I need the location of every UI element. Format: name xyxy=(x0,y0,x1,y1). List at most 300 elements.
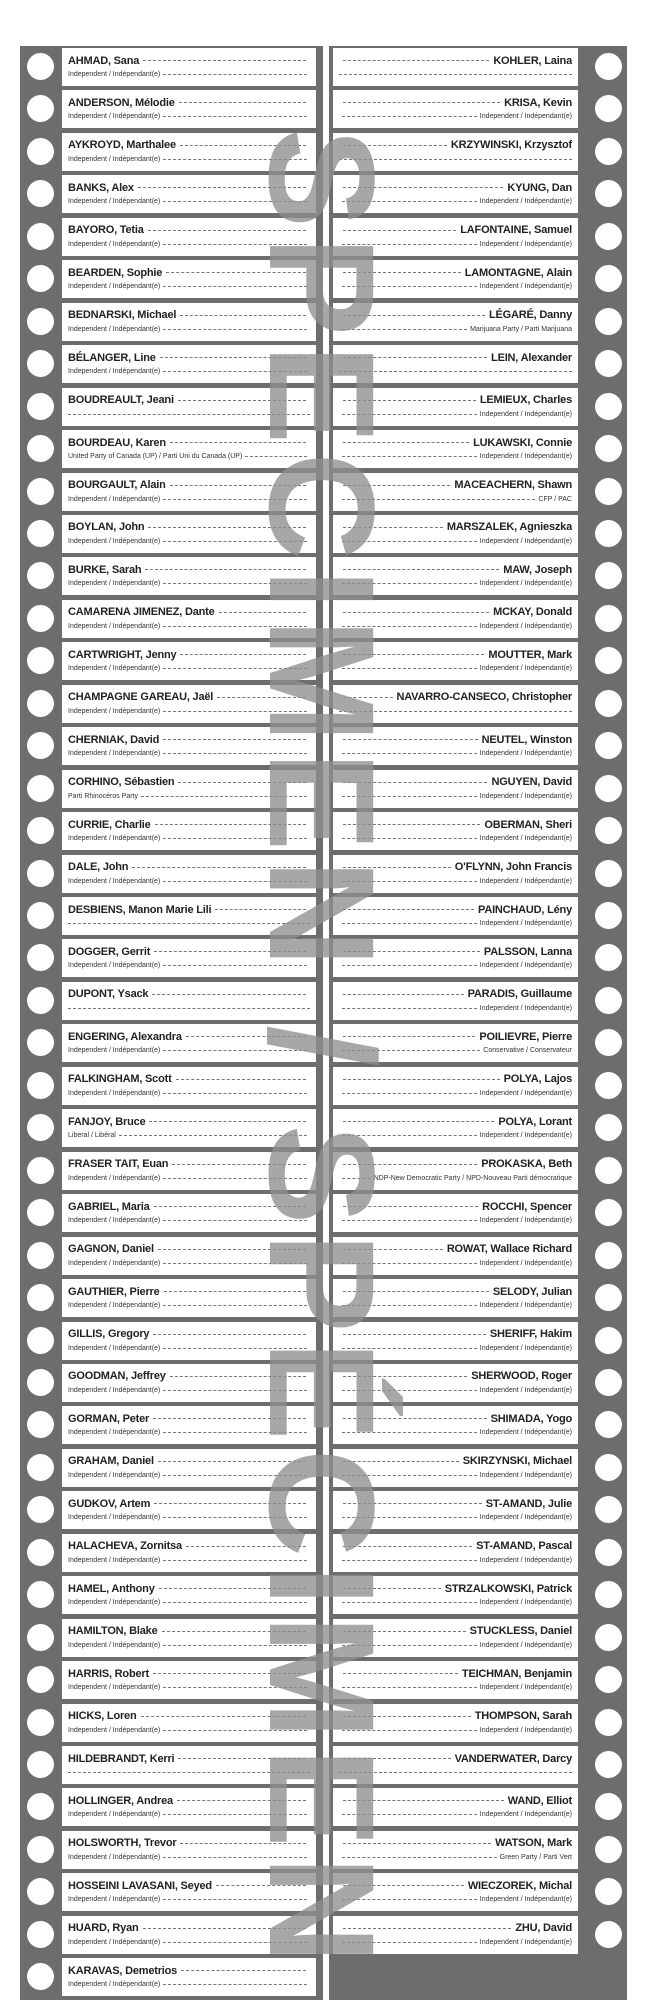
vote-circle[interactable] xyxy=(595,138,622,165)
vote-circle[interactable] xyxy=(27,1666,54,1693)
candidate-row[interactable] xyxy=(329,1022,627,1065)
vote-circle[interactable] xyxy=(27,1114,54,1141)
candidate-name: ST-AMAND, Pascal xyxy=(476,1540,572,1553)
candidate-box xyxy=(333,1831,578,1869)
leader-dashes xyxy=(343,272,461,273)
candidate-name-line xyxy=(339,562,572,577)
vote-circle[interactable] xyxy=(595,1284,622,1311)
candidate-row[interactable] xyxy=(20,1617,323,1660)
candidate-party-line xyxy=(339,1173,572,1184)
vote-circle[interactable] xyxy=(595,53,622,80)
vote-circle[interactable] xyxy=(595,1751,622,1778)
leader-dashes xyxy=(180,654,306,655)
candidate-row[interactable] xyxy=(329,1150,627,1193)
candidate-name-line xyxy=(339,732,572,747)
candidate-row[interactable] xyxy=(20,1956,323,1999)
candidate-row[interactable] xyxy=(329,555,627,598)
leader-dashes xyxy=(163,626,307,627)
candidate-row[interactable] xyxy=(329,1065,627,1108)
candidate-name: LÉGARÉ, Danny xyxy=(489,309,572,322)
candidate-row[interactable] xyxy=(329,1447,627,1490)
vote-circle[interactable] xyxy=(27,1072,54,1099)
vote-circle[interactable] xyxy=(595,265,622,292)
candidate-row[interactable] xyxy=(329,768,627,811)
vote-circle[interactable] xyxy=(595,817,622,844)
candidate-party-line xyxy=(339,1682,572,1693)
vote-circle[interactable] xyxy=(27,1029,54,1056)
candidate-name-line xyxy=(68,435,310,450)
candidate-row[interactable] xyxy=(329,471,627,514)
candidate-row[interactable] xyxy=(20,1065,323,1108)
candidate-row[interactable] xyxy=(20,1022,323,1065)
candidate-row[interactable] xyxy=(20,1829,323,1872)
candidate-party-line xyxy=(339,111,572,122)
candidate-party: Independent / Indépendant(e) xyxy=(68,1514,161,1522)
candidate-row[interactable] xyxy=(329,1107,627,1150)
candidate-row[interactable] xyxy=(329,513,627,556)
leader-dashes xyxy=(343,1249,443,1250)
vote-circle[interactable] xyxy=(27,732,54,759)
vote-circle[interactable] xyxy=(27,265,54,292)
leader-dashes xyxy=(152,994,306,995)
vote-circle[interactable] xyxy=(27,987,54,1014)
leader-dashes xyxy=(343,315,485,316)
vote-circle[interactable] xyxy=(27,180,54,207)
leader-dashes xyxy=(163,1857,307,1858)
leader-dashes xyxy=(342,668,477,669)
candidate-row[interactable] xyxy=(20,725,323,768)
vote-circle[interactable] xyxy=(27,944,54,971)
candidate-row[interactable] xyxy=(329,1235,627,1278)
candidate-box xyxy=(333,1916,578,1954)
vote-circle[interactable] xyxy=(27,478,54,505)
candidate-row[interactable] xyxy=(20,216,323,259)
candidate-box xyxy=(62,685,316,723)
candidate-row[interactable] xyxy=(329,810,627,853)
candidate-row[interactable] xyxy=(329,980,627,1023)
candidate-row[interactable] xyxy=(329,1320,627,1363)
candidate-row[interactable] xyxy=(329,1786,627,1829)
candidate-party: NDP-New Democratic Party / NPD-Nouveau Parti démocratique xyxy=(373,1174,572,1182)
vote-circle[interactable] xyxy=(595,732,622,759)
vote-circle[interactable] xyxy=(27,1921,54,1948)
candidate-party-line xyxy=(68,1300,310,1311)
candidate-row[interactable] xyxy=(329,1574,627,1617)
candidate-row[interactable] xyxy=(20,937,323,980)
leader-dashes xyxy=(163,739,306,740)
leader-dashes xyxy=(343,1673,458,1674)
vote-circle[interactable] xyxy=(595,944,622,971)
candidate-name-line xyxy=(339,1751,572,1766)
vote-circle[interactable] xyxy=(595,95,622,122)
candidate-row[interactable] xyxy=(20,258,323,301)
candidate-row[interactable] xyxy=(329,937,627,980)
candidate-row[interactable] xyxy=(20,1659,323,1702)
vote-circle[interactable] xyxy=(595,1411,622,1438)
vote-circle[interactable] xyxy=(27,817,54,844)
candidate-row[interactable] xyxy=(20,1574,323,1617)
candidate-name-line xyxy=(339,1114,572,1129)
candidate-party-line xyxy=(339,196,572,207)
candidate-row[interactable] xyxy=(329,1617,627,1660)
vote-circle[interactable] xyxy=(27,690,54,717)
candidate-party-line xyxy=(68,1894,310,1905)
candidate-party: Independent / Indépendant(e) xyxy=(479,792,572,800)
vote-circle[interactable] xyxy=(27,1539,54,1566)
candidate-row[interactable] xyxy=(329,301,627,344)
candidate-name: BEDNARSKI, Michael xyxy=(68,309,177,322)
candidate-row[interactable] xyxy=(20,46,323,89)
candidate-row[interactable] xyxy=(329,428,627,471)
leader-dashes xyxy=(343,442,469,443)
vote-circle[interactable] xyxy=(27,1709,54,1736)
candidate-row[interactable] xyxy=(20,1489,323,1532)
candidate-party: Independent / Indépendant(e) xyxy=(68,580,161,588)
vote-circle[interactable] xyxy=(27,1157,54,1184)
candidate-row[interactable] xyxy=(329,1277,627,1320)
candidate-box xyxy=(333,1619,578,1657)
candidate-row[interactable] xyxy=(20,1404,323,1447)
vote-circle[interactable] xyxy=(27,1411,54,1438)
candidate-row[interactable] xyxy=(329,1871,627,1914)
candidate-name-line xyxy=(339,1496,572,1511)
vote-circle[interactable] xyxy=(27,1327,54,1354)
vote-circle[interactable] xyxy=(27,1624,54,1651)
candidate-row[interactable] xyxy=(329,1532,627,1575)
leader-dashes xyxy=(163,1432,307,1433)
vote-circle[interactable] xyxy=(27,562,54,589)
vote-circle[interactable] xyxy=(595,1454,622,1481)
leader-dashes xyxy=(154,1206,306,1207)
candidate-row[interactable] xyxy=(20,555,323,598)
candidate-row[interactable] xyxy=(20,1362,323,1405)
candidate-row[interactable] xyxy=(20,1107,323,1150)
candidate-row[interactable] xyxy=(20,1532,323,1575)
leader-dashes xyxy=(163,499,307,500)
vote-circle[interactable] xyxy=(595,1581,622,1608)
leader-dashes xyxy=(342,201,477,202)
vote-circle[interactable] xyxy=(595,690,622,717)
candidate-row[interactable] xyxy=(329,1914,627,1957)
candidate-row[interactable] xyxy=(329,1362,627,1405)
candidate-row[interactable] xyxy=(20,640,323,683)
candidate-row[interactable] xyxy=(20,1702,323,1745)
candidate-box xyxy=(333,897,578,935)
vote-circle[interactable] xyxy=(595,1624,622,1651)
candidate-row[interactable] xyxy=(20,768,323,811)
candidate-row[interactable] xyxy=(20,88,323,131)
vote-circle[interactable] xyxy=(27,860,54,887)
vote-circle[interactable] xyxy=(27,1496,54,1523)
vote-circle[interactable] xyxy=(27,95,54,122)
vote-circle[interactable] xyxy=(595,1242,622,1269)
vote-circle[interactable] xyxy=(27,138,54,165)
vote-circle[interactable] xyxy=(595,350,622,377)
candidate-row[interactable] xyxy=(20,895,323,938)
vote-circle[interactable] xyxy=(595,1709,622,1736)
candidate-row[interactable] xyxy=(20,1320,323,1363)
vote-circle[interactable] xyxy=(27,223,54,250)
vote-circle[interactable] xyxy=(27,1454,54,1481)
candidate-name-line xyxy=(68,1411,310,1426)
candidate-box xyxy=(62,557,316,595)
candidate-name-line xyxy=(68,520,310,535)
candidate-name-line xyxy=(339,180,572,195)
candidate-name: ENGERING, Alexandra xyxy=(68,1030,182,1043)
leader-dashes xyxy=(119,1135,307,1136)
vote-circle[interactable] xyxy=(27,775,54,802)
candidate-party: Independent / Indépendant(e) xyxy=(68,665,161,673)
candidate-name-line xyxy=(339,520,572,535)
candidate-box xyxy=(62,1152,316,1190)
candidate-row[interactable] xyxy=(329,386,627,429)
candidate-row[interactable] xyxy=(20,1786,323,1829)
candidate-party: Independent / Indépendant(e) xyxy=(479,1599,572,1607)
vote-circle[interactable] xyxy=(595,775,622,802)
leader-dashes xyxy=(163,1602,307,1603)
candidate-party: Independent / Indépendant(e) xyxy=(479,240,572,248)
candidate-name: KARAVAS, Demetrios xyxy=(68,1964,178,1977)
vote-circle[interactable] xyxy=(595,1029,622,1056)
candidate-row[interactable] xyxy=(329,131,627,174)
candidate-party-line xyxy=(339,1343,572,1354)
candidate-name: CURRIE, Charlie xyxy=(68,818,151,831)
vote-circle[interactable] xyxy=(595,605,622,632)
leader-dashes xyxy=(343,1418,487,1419)
vote-circle[interactable] xyxy=(27,1284,54,1311)
leader-dashes xyxy=(343,145,447,146)
leader-dashes xyxy=(153,1673,306,1674)
leader-dashes xyxy=(68,1772,310,1773)
leader-dashes xyxy=(177,1800,306,1801)
vote-circle[interactable] xyxy=(27,902,54,929)
candidate-row[interactable] xyxy=(329,1659,627,1702)
candidate-row[interactable] xyxy=(20,428,323,471)
leader-dashes xyxy=(163,1645,307,1646)
vote-circle[interactable] xyxy=(27,1199,54,1226)
candidate-row[interactable] xyxy=(20,471,323,514)
leader-dashes xyxy=(343,1716,471,1717)
candidate-party: Independent / Indépendant(e) xyxy=(68,835,161,843)
vote-circle[interactable] xyxy=(595,1878,622,1905)
candidate-box xyxy=(333,1661,578,1699)
vote-circle[interactable] xyxy=(595,1921,622,1948)
leader-dashes xyxy=(343,1928,511,1929)
candidate-row[interactable] xyxy=(329,173,627,216)
vote-circle[interactable] xyxy=(595,647,622,674)
vote-circle[interactable] xyxy=(595,860,622,887)
candidate-party-line xyxy=(339,791,572,802)
candidate-party: Liberal / Libéral xyxy=(68,1132,116,1140)
candidate-party: Independent / Indépendant(e) xyxy=(68,1217,161,1225)
candidate-name: HAMILTON, Blake xyxy=(68,1625,158,1638)
vote-circle[interactable] xyxy=(595,1072,622,1099)
candidate-box xyxy=(333,855,578,893)
candidate-row[interactable] xyxy=(329,895,627,938)
leader-dashes xyxy=(178,400,306,401)
candidate-name: HARRIS, Robert xyxy=(68,1667,149,1680)
candidate-party: Independent / Indépendant(e) xyxy=(479,1004,572,1012)
vote-circle[interactable] xyxy=(27,1963,54,1990)
candidate-row[interactable] xyxy=(20,1914,323,1957)
candidate-name: MARSZALEK, Agnieszka xyxy=(446,521,572,534)
vote-circle[interactable] xyxy=(595,308,622,335)
candidate-row[interactable] xyxy=(329,1702,627,1745)
vote-circle[interactable] xyxy=(27,308,54,335)
candidate-name-line xyxy=(68,605,310,620)
candidate-box xyxy=(62,175,316,213)
candidate-row[interactable] xyxy=(329,1744,627,1787)
vote-circle[interactable] xyxy=(27,520,54,547)
leader-dashes xyxy=(68,414,310,415)
leader-dashes xyxy=(342,244,477,245)
candidate-box xyxy=(333,303,578,341)
vote-circle[interactable] xyxy=(27,1793,54,1820)
candidate-party: Independent / Indépendant(e) xyxy=(68,750,161,758)
candidate-row[interactable] xyxy=(20,1192,323,1235)
candidate-party: Independent / Indépendant(e) xyxy=(68,1811,161,1819)
candidate-row[interactable] xyxy=(329,725,627,768)
candidate-name-line xyxy=(68,138,310,153)
vote-circle[interactable] xyxy=(27,435,54,462)
vote-circle[interactable] xyxy=(595,1836,622,1863)
vote-circle[interactable] xyxy=(27,53,54,80)
ballot-top-margin xyxy=(0,0,647,46)
candidate-row[interactable] xyxy=(20,810,323,853)
candidate-row[interactable] xyxy=(20,513,323,556)
candidate-party: Independent / Indépendant(e) xyxy=(68,113,161,121)
candidate-name-line xyxy=(339,1284,572,1299)
candidate-name-line xyxy=(68,1963,310,1978)
candidate-row[interactable] xyxy=(329,1829,627,1872)
vote-circle[interactable] xyxy=(595,1496,622,1523)
vote-circle[interactable] xyxy=(595,1199,622,1226)
vote-circle[interactable] xyxy=(27,647,54,674)
candidate-party-line xyxy=(68,154,310,165)
candidate-party: Independent / Indépendant(e) xyxy=(479,1132,572,1140)
candidate-name-line xyxy=(68,1029,310,1044)
candidate-party: Independent / Indépendant(e) xyxy=(68,1853,161,1861)
candidate-party: Independent / Indépendant(e) xyxy=(68,1556,161,1564)
vote-circle[interactable] xyxy=(595,180,622,207)
vote-circle[interactable] xyxy=(27,1369,54,1396)
vote-circle[interactable] xyxy=(595,1539,622,1566)
candidate-row[interactable] xyxy=(20,1447,323,1490)
candidate-party-line xyxy=(339,324,572,335)
vote-circle[interactable] xyxy=(595,1793,622,1820)
leader-dashes xyxy=(216,1885,306,1886)
candidate-row[interactable] xyxy=(329,853,627,896)
leader-dashes xyxy=(342,583,477,584)
candidate-party: Independent / Indépendant(e) xyxy=(479,1344,572,1352)
leader-dashes xyxy=(339,1772,572,1773)
candidate-row[interactable] xyxy=(329,46,627,89)
candidate-row[interactable] xyxy=(20,301,323,344)
vote-circle[interactable] xyxy=(595,393,622,420)
candidate-row[interactable] xyxy=(329,598,627,641)
vote-circle[interactable] xyxy=(27,393,54,420)
candidate-name: GILLIS, Gregory xyxy=(68,1328,150,1340)
candidate-row[interactable] xyxy=(20,173,323,216)
vote-circle[interactable] xyxy=(595,435,622,462)
candidate-row[interactable] xyxy=(20,131,323,174)
vote-circle[interactable] xyxy=(595,1114,622,1141)
candidate-name: VANDERWATER, Darcy xyxy=(454,1752,572,1765)
candidate-row[interactable] xyxy=(20,980,323,1023)
candidate-row[interactable] xyxy=(20,683,323,726)
candidate-row[interactable] xyxy=(20,1235,323,1278)
candidate-row[interactable] xyxy=(329,88,627,131)
vote-circle[interactable] xyxy=(27,1751,54,1778)
vote-circle[interactable] xyxy=(595,1327,622,1354)
vote-circle[interactable] xyxy=(595,987,622,1014)
candidate-row[interactable] xyxy=(329,1404,627,1447)
vote-circle[interactable] xyxy=(595,223,622,250)
candidate-row[interactable] xyxy=(329,1192,627,1235)
leader-dashes xyxy=(163,1390,307,1391)
candidate-row[interactable] xyxy=(329,1489,627,1532)
vote-circle[interactable] xyxy=(595,478,622,505)
leader-dashes xyxy=(163,201,307,202)
leader-dashes xyxy=(179,102,306,103)
candidate-row[interactable] xyxy=(329,640,627,683)
vote-circle[interactable] xyxy=(595,902,622,929)
vote-circle[interactable] xyxy=(27,1836,54,1863)
candidate-name-line xyxy=(339,1624,572,1639)
leader-dashes xyxy=(163,1899,307,1900)
candidate-name: GORMAN, Peter xyxy=(68,1412,150,1425)
candidate-name: FANJOY, Bruce xyxy=(68,1115,146,1128)
candidate-row[interactable] xyxy=(20,1150,323,1193)
candidate-row[interactable] xyxy=(329,343,627,386)
candidate-row[interactable] xyxy=(20,1744,323,1787)
vote-circle[interactable] xyxy=(27,1242,54,1269)
leader-dashes xyxy=(163,1305,307,1306)
vote-circle[interactable] xyxy=(595,1369,622,1396)
candidate-name-line xyxy=(68,1751,310,1766)
candidate-party: Independent / Indépendant(e) xyxy=(68,1938,161,1946)
candidate-name: GAGNON, Daniel xyxy=(68,1243,154,1256)
candidate-row[interactable] xyxy=(20,853,323,896)
vote-circle[interactable] xyxy=(27,605,54,632)
vote-circle[interactable] xyxy=(27,1581,54,1608)
candidate-row[interactable] xyxy=(20,343,323,386)
candidate-name: BOURGAULT, Alain xyxy=(68,479,166,491)
vote-circle[interactable] xyxy=(27,1878,54,1905)
leader-dashes xyxy=(343,1036,475,1037)
candidate-name-line xyxy=(339,1454,572,1469)
candidate-row[interactable] xyxy=(329,216,627,259)
candidate-box xyxy=(333,600,578,638)
leader-dashes xyxy=(343,824,480,825)
candidate-party-line xyxy=(339,1427,572,1438)
candidate-row[interactable] xyxy=(20,1277,323,1320)
vote-circle[interactable] xyxy=(595,1666,622,1693)
candidate-row[interactable] xyxy=(329,683,627,726)
candidate-name-line xyxy=(339,817,572,832)
vote-circle[interactable] xyxy=(27,350,54,377)
candidate-row[interactable] xyxy=(20,598,323,641)
candidate-party: Independent / Indépendant(e) xyxy=(68,1599,161,1607)
candidate-row[interactable] xyxy=(20,1871,323,1914)
candidate-row[interactable] xyxy=(329,258,627,301)
vote-circle[interactable] xyxy=(595,562,622,589)
vote-circle[interactable] xyxy=(595,1157,622,1184)
candidate-row[interactable] xyxy=(20,386,323,429)
vote-circle[interactable] xyxy=(595,520,622,547)
candidate-name: CARTWRIGHT, Jenny xyxy=(68,648,177,661)
leader-dashes xyxy=(343,654,484,655)
